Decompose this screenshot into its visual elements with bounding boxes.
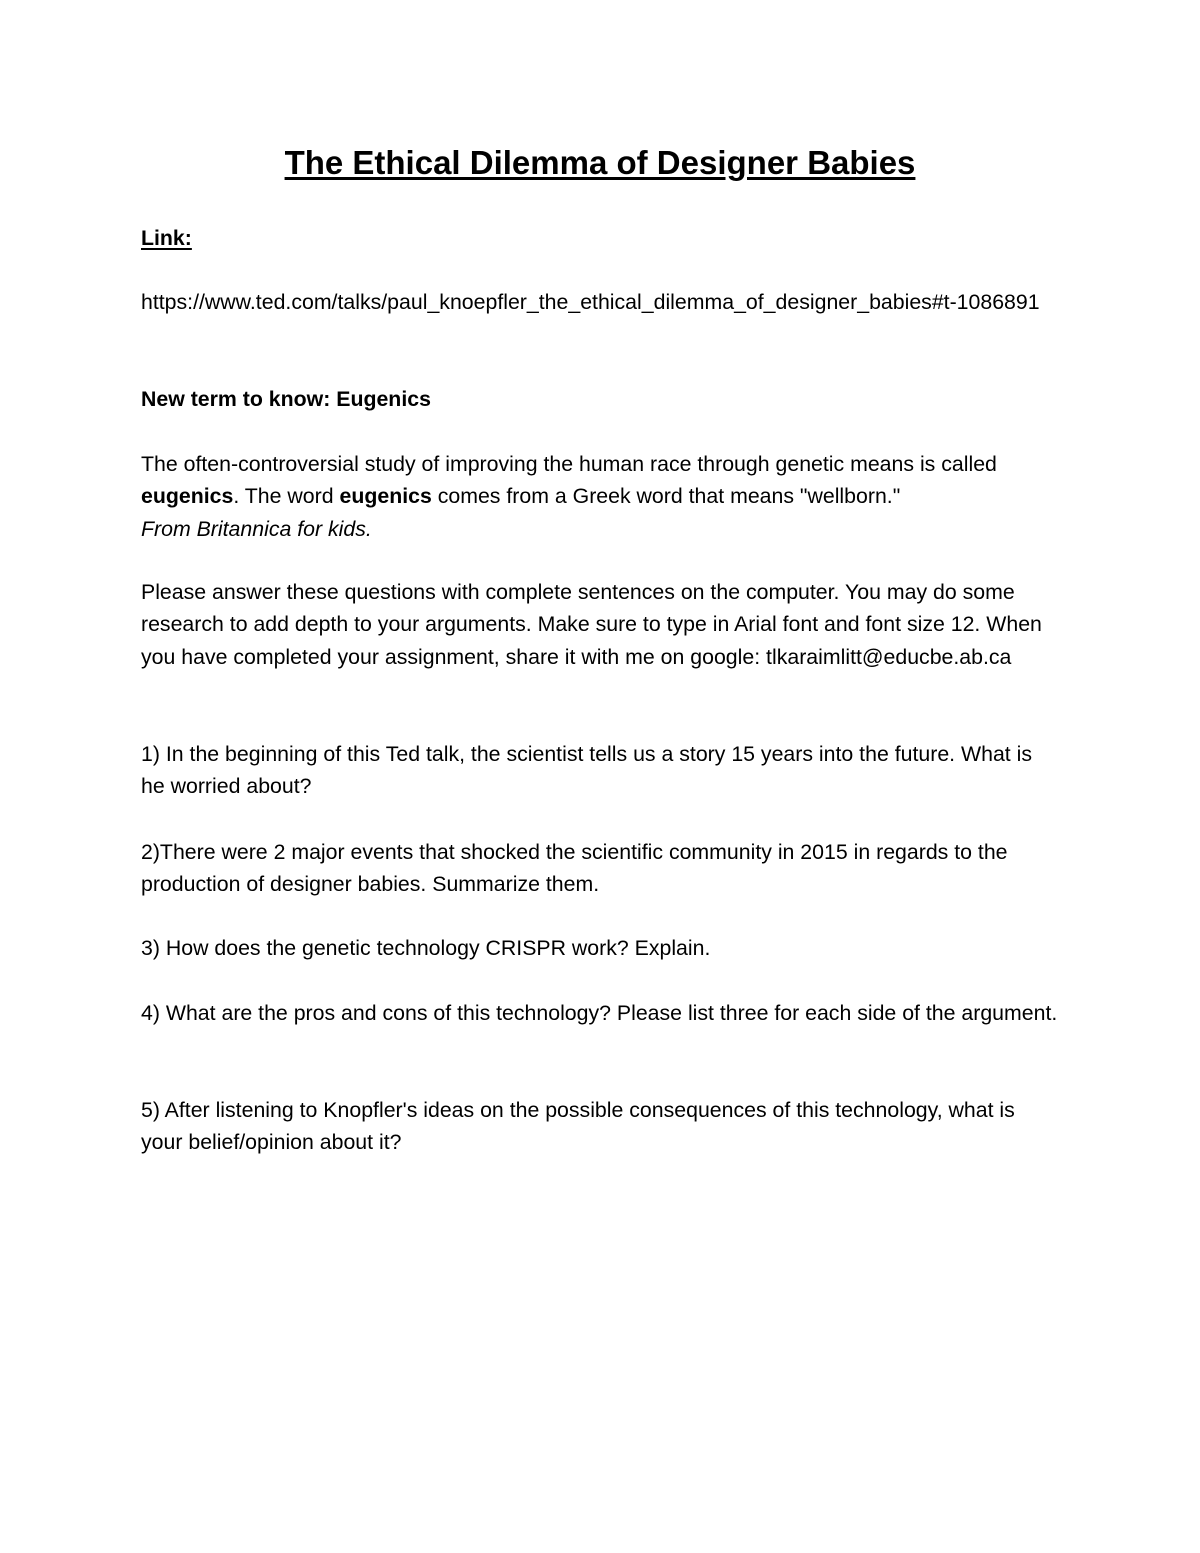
question-2: 2)There were 2 major events that shocked the scientific community in 2015 in regards to the production of designer babies. Summarize them. [141, 840, 1008, 897]
eugenics-definition [141, 448, 1061, 545]
definition-source: From Britannica for kids. [141, 516, 372, 541]
definition-text-3: comes from a Greek word that means "wellborn." [431, 484, 901, 509]
question-3: 3) How does the genetic technology CRISPR work? Explain. [141, 936, 711, 960]
instructions-paragraph: Please answer these questions with complete sentences on the computer. You may do some research to add depth to your arguments. Make sure to type in Arial font and font size 12. When you have completed your assignment, share it with me on google: tlkaraimlitt@educbe.ab.ca [141, 580, 1042, 669]
question-1: 1) In the beginning of this Ted talk, the scientist tells us a story 15 years into the future. What is he worried about? [141, 742, 1032, 799]
question-5: 5) After listening to Knopfler's ideas on the possible consequences of this technology, what is your belief/opinion about it? [141, 1098, 1015, 1155]
definition-term-1: eugenics [141, 484, 234, 509]
definition-text-2: . The word [233, 484, 340, 509]
question-4: 4) What are the pros and cons of this technology? Please list three for each side of the argument. [141, 1001, 1058, 1025]
new-term-heading: New term to know: Eugenics [141, 387, 431, 411]
talk-url: https://www.ted.com/talks/paul_knoepfler_the_ethical_dilemma_of_designer_babies#t-1086891 [141, 290, 1040, 314]
definition-term-2: eugenics [339, 484, 432, 509]
definition-text-1: The often-controversial study of improving the human race through genetic means is called [141, 452, 997, 476]
link-label-line [141, 222, 1061, 254]
document-title: The Ethical Dilemma of Designer Babies [284, 144, 916, 181]
link-label: Link: [141, 226, 192, 250]
